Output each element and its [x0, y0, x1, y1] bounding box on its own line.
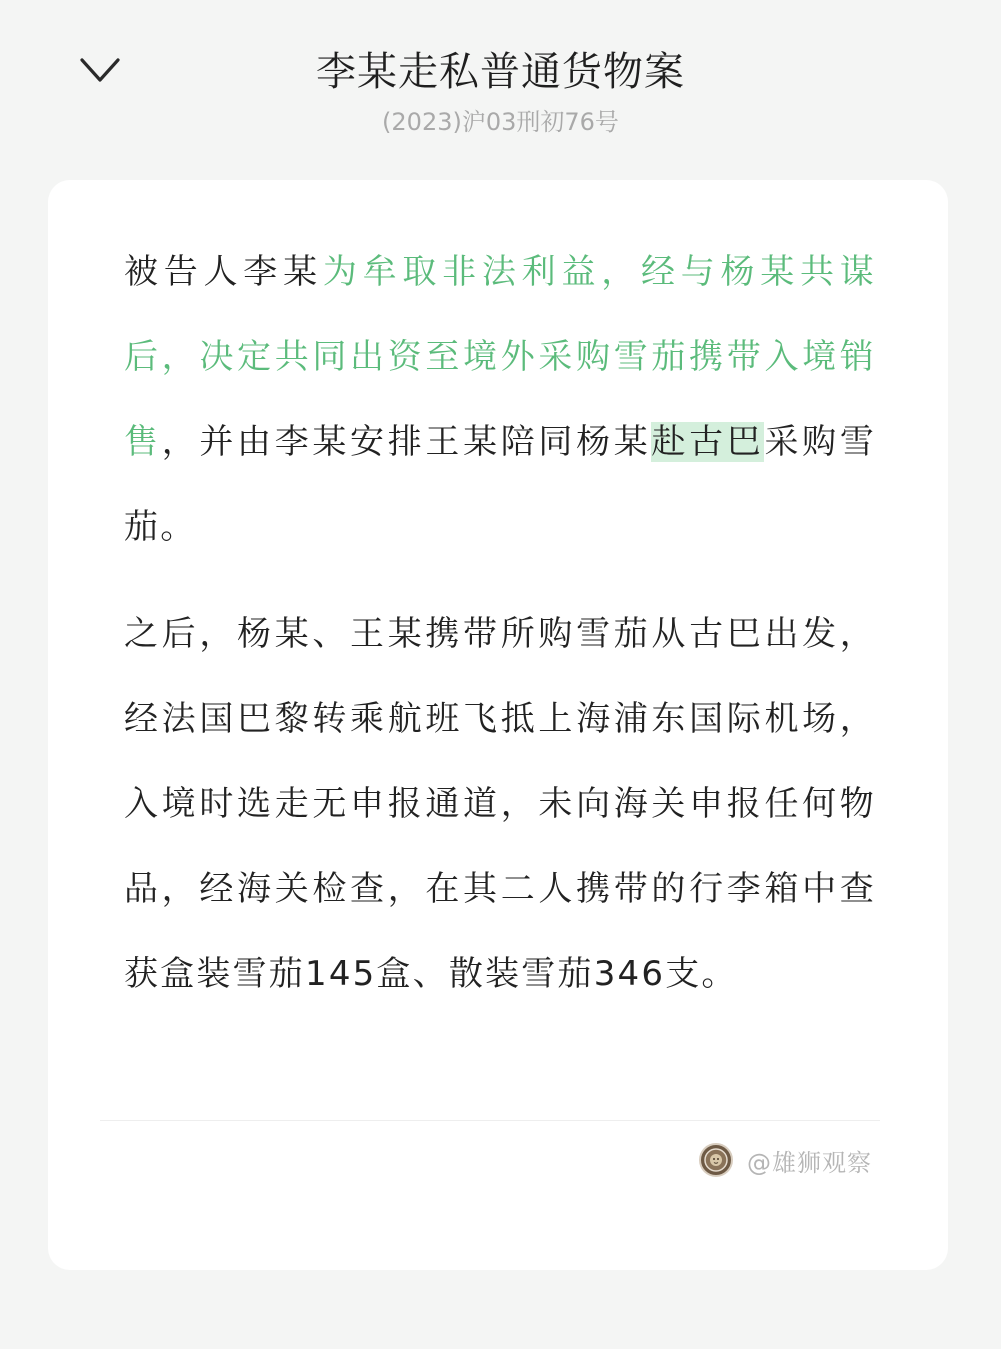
top-bar	[0, 0, 1001, 160]
background-highlight-text[interactable]: 赴古巴	[651, 422, 765, 462]
divider	[100, 1120, 880, 1121]
text-segment: ，并由李某安排王某陪同杨某	[161, 422, 652, 462]
green-highlight-text: 为牟取非法利益，经与杨某共谋后，决定共同出资至境外采购雪茄携带入境销售	[124, 252, 877, 462]
avatar	[699, 1143, 733, 1177]
case-number: (2023)沪03刑初76号	[382, 108, 619, 136]
author-name: @雄狮观察	[747, 1148, 872, 1177]
author-signature[interactable]	[699, 1142, 872, 1178]
text-segment: 被告人李某	[124, 252, 323, 292]
chevron-down-icon	[72, 46, 128, 96]
paragraph-1	[124, 230, 876, 570]
collapse-button[interactable]	[72, 46, 128, 96]
lion-logo-icon	[703, 1147, 729, 1173]
paragraph-2: 之后，杨某、王某携带所购雪茄从古巴出发，经法国巴黎转乘航班飞抵上海浦东国际机场，入境时选走无申报通道，未向海关申报任何物品，经海关检查，在其二人携带的行李箱中查获盒装雪茄145盒、散装雪茄346支。	[124, 614, 876, 994]
text-segment: 采购雪茄。	[124, 422, 877, 547]
page-title: 李某走私普通货物案	[316, 49, 685, 95]
article-body	[124, 230, 876, 1017]
article-card	[48, 180, 948, 1270]
